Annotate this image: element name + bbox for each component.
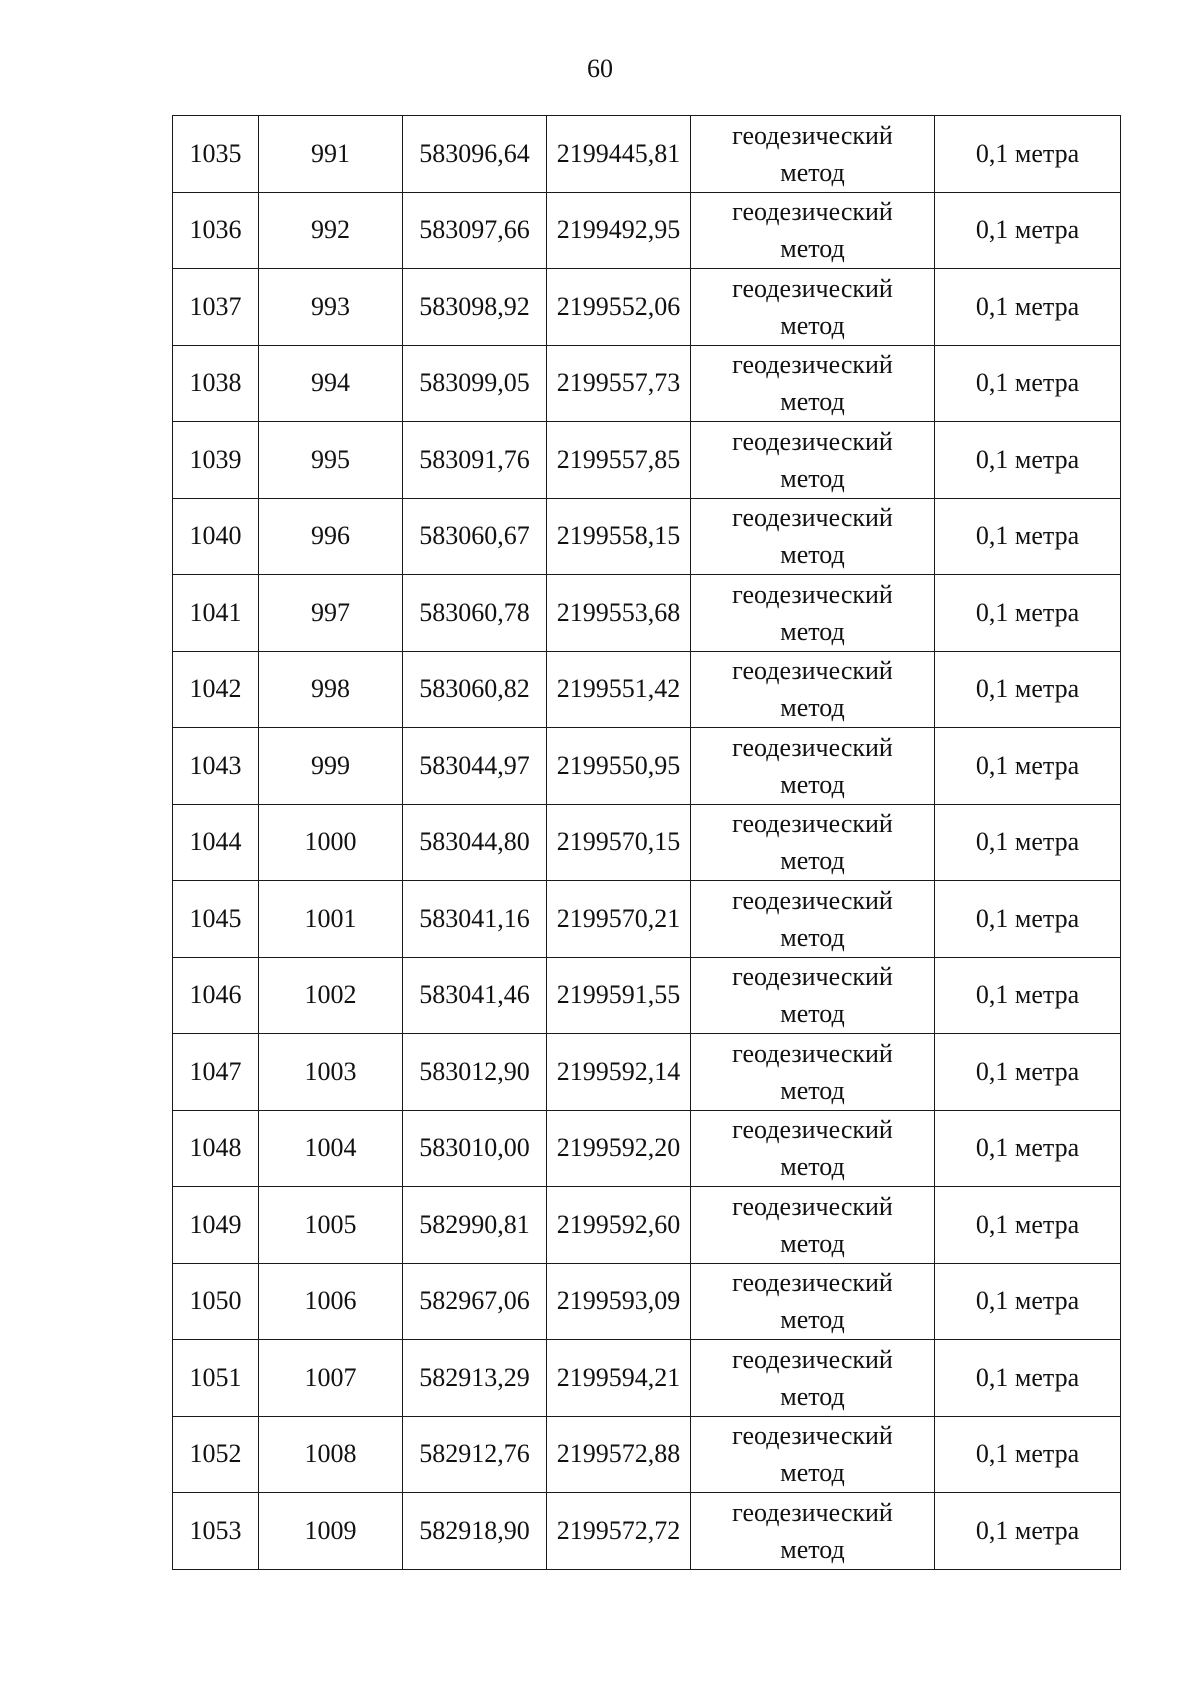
method-line: метод [780,769,845,799]
cell-accuracy: 0,1 метра [935,1034,1121,1111]
cell-row-number: 1039 [173,422,259,499]
cell-method [691,1110,935,1187]
method-line: метод [780,616,845,646]
method-line: геодезический [732,503,893,533]
cell-point-number: 999 [259,728,403,805]
cell-point-number: 1008 [259,1416,403,1493]
cell-row-number: 1044 [173,804,259,881]
method-line: метод [780,1152,845,1182]
method-line: геодезический [732,120,893,150]
cell-accuracy: 0,1 метра [935,422,1121,499]
method-line: геодезический [732,1191,893,1221]
table-row [173,1493,1121,1570]
cell-point-number: 1009 [259,1493,403,1570]
cell-row-number: 1036 [173,192,259,269]
cell-accuracy: 0,1 метра [935,804,1121,881]
cell-coordinate-y: 2199552,06 [547,269,691,346]
table-row [173,116,1121,193]
cell-point-number: 991 [259,116,403,193]
method-line: геодезический [732,885,893,915]
method-line: метод [780,846,845,876]
cell-coordinate-y: 2199557,73 [547,345,691,422]
cell-coordinate-x: 582918,90 [403,1493,547,1570]
cell-coordinate-y: 2199594,21 [547,1340,691,1417]
cell-coordinate-y: 2199593,09 [547,1263,691,1340]
method-line: метод [780,1305,845,1335]
cell-row-number: 1038 [173,345,259,422]
cell-coordinate-y: 2199550,95 [547,728,691,805]
cell-point-number: 1005 [259,1187,403,1264]
cell-coordinate-y: 2199592,20 [547,1110,691,1187]
cell-coordinate-y: 2199572,72 [547,1493,691,1570]
coordinates-table [172,115,1121,1570]
method-line: геодезический [732,962,893,992]
cell-method [691,345,935,422]
method-line: метод [780,1075,845,1105]
table-row [173,957,1121,1034]
cell-coordinate-y: 2199445,81 [547,116,691,193]
cell-accuracy: 0,1 метра [935,1493,1121,1570]
cell-point-number: 1003 [259,1034,403,1111]
method-line: метод [780,999,845,1029]
cell-point-number: 1002 [259,957,403,1034]
method-line: метод [780,387,845,417]
cell-coordinate-y: 2199492,95 [547,192,691,269]
table-row [173,804,1121,881]
cell-accuracy: 0,1 метра [935,1187,1121,1264]
cell-accuracy: 0,1 метра [935,498,1121,575]
cell-point-number: 1001 [259,881,403,958]
cell-method [691,1034,935,1111]
method-line: метод [780,157,845,187]
cell-coordinate-x: 583012,90 [403,1034,547,1111]
cell-accuracy: 0,1 метра [935,651,1121,728]
method-line: геодезический [732,1268,893,1298]
table-row [173,422,1121,499]
cell-coordinate-x: 582912,76 [403,1416,547,1493]
table-row [173,1416,1121,1493]
cell-method [691,1493,935,1570]
cell-coordinate-x: 583044,80 [403,804,547,881]
cell-row-number: 1048 [173,1110,259,1187]
cell-coordinate-y: 2199591,55 [547,957,691,1034]
cell-accuracy: 0,1 метра [935,345,1121,422]
cell-row-number: 1045 [173,881,259,958]
cell-coordinate-x: 583099,05 [403,345,547,422]
cell-method [691,804,935,881]
cell-method [691,1187,935,1264]
cell-point-number: 1006 [259,1263,403,1340]
cell-point-number: 993 [259,269,403,346]
table-row [173,1340,1121,1417]
method-line: метод [780,922,845,952]
cell-accuracy: 0,1 метра [935,1263,1121,1340]
cell-row-number: 1050 [173,1263,259,1340]
cell-accuracy: 0,1 метра [935,957,1121,1034]
cell-point-number: 1007 [259,1340,403,1417]
cell-method [691,192,935,269]
cell-point-number: 996 [259,498,403,575]
method-line: геодезический [732,1038,893,1068]
cell-coordinate-y: 2199570,21 [547,881,691,958]
method-line: метод [780,540,845,570]
table-row [173,1187,1121,1264]
method-line: геодезический [732,426,893,456]
table-row [173,1034,1121,1111]
cell-coordinate-x: 582990,81 [403,1187,547,1264]
method-line: геодезический [732,197,893,227]
cell-row-number: 1046 [173,957,259,1034]
table-row [173,881,1121,958]
method-line: геодезический [732,273,893,303]
cell-coordinate-x: 583060,82 [403,651,547,728]
method-line: геодезический [732,579,893,609]
cell-accuracy: 0,1 метра [935,575,1121,652]
cell-coordinate-y: 2199558,15 [547,498,691,575]
method-line: метод [780,1381,845,1411]
cell-method [691,1263,935,1340]
cell-point-number: 994 [259,345,403,422]
method-line: метод [780,693,845,723]
cell-accuracy: 0,1 метра [935,728,1121,805]
cell-row-number: 1052 [173,1416,259,1493]
method-line: геодезический [732,732,893,762]
table-row [173,728,1121,805]
table-body [173,116,1121,1570]
cell-coordinate-y: 2199592,60 [547,1187,691,1264]
cell-row-number: 1053 [173,1493,259,1570]
cell-coordinate-y: 2199592,14 [547,1034,691,1111]
cell-method [691,116,935,193]
table-row [173,269,1121,346]
table-row [173,1263,1121,1340]
cell-row-number: 1047 [173,1034,259,1111]
table-row [173,575,1121,652]
cell-point-number: 997 [259,575,403,652]
cell-coordinate-y: 2199570,15 [547,804,691,881]
cell-coordinate-x: 583097,66 [403,192,547,269]
method-line: геодезический [732,350,893,380]
cell-method [691,1416,935,1493]
method-line: геодезический [732,656,893,686]
cell-row-number: 1041 [173,575,259,652]
table-row [173,1110,1121,1187]
method-line: геодезический [732,1115,893,1145]
cell-accuracy: 0,1 метра [935,881,1121,958]
method-line: метод [780,1458,845,1488]
page-number: 60 [587,54,613,83]
cell-method [691,957,935,1034]
table-row [173,345,1121,422]
table-row [173,192,1121,269]
cell-coordinate-x: 583060,67 [403,498,547,575]
cell-accuracy: 0,1 метра [935,1340,1121,1417]
cell-accuracy: 0,1 метра [935,1416,1121,1493]
cell-row-number: 1043 [173,728,259,805]
method-line: геодезический [732,1344,893,1374]
cell-coordinate-x: 583044,97 [403,728,547,805]
method-line: метод [780,1228,845,1258]
cell-coordinate-y: 2199553,68 [547,575,691,652]
cell-coordinate-x: 583060,78 [403,575,547,652]
cell-row-number: 1042 [173,651,259,728]
cell-row-number: 1037 [173,269,259,346]
cell-method [691,498,935,575]
method-line: геодезический [732,1421,893,1451]
cell-method [691,881,935,958]
cell-coordinate-y: 2199557,85 [547,422,691,499]
cell-point-number: 992 [259,192,403,269]
cell-coordinate-x: 582967,06 [403,1263,547,1340]
cell-row-number: 1035 [173,116,259,193]
cell-accuracy: 0,1 метра [935,1110,1121,1187]
cell-coordinate-x: 583041,16 [403,881,547,958]
cell-method [691,575,935,652]
table-row [173,498,1121,575]
cell-accuracy: 0,1 метра [935,269,1121,346]
cell-coordinate-x: 583096,64 [403,116,547,193]
method-line: метод [780,234,845,264]
cell-coordinate-y: 2199572,88 [547,1416,691,1493]
cell-point-number: 998 [259,651,403,728]
cell-accuracy: 0,1 метра [935,192,1121,269]
cell-coordinate-x: 582913,29 [403,1340,547,1417]
cell-coordinate-x: 583098,92 [403,269,547,346]
cell-point-number: 1000 [259,804,403,881]
cell-row-number: 1049 [173,1187,259,1264]
table-row [173,651,1121,728]
method-line: метод [780,310,845,340]
method-line: геодезический [732,809,893,839]
cell-point-number: 995 [259,422,403,499]
cell-method [691,728,935,805]
cell-accuracy: 0,1 метра [935,116,1121,193]
cell-point-number: 1004 [259,1110,403,1187]
method-line: метод [780,463,845,493]
cell-coordinate-x: 583010,00 [403,1110,547,1187]
cell-method [691,269,935,346]
method-line: метод [780,1534,845,1564]
cell-method [691,651,935,728]
cell-method [691,422,935,499]
cell-coordinate-x: 583041,46 [403,957,547,1034]
cell-method [691,1340,935,1417]
cell-row-number: 1040 [173,498,259,575]
cell-coordinate-y: 2199551,42 [547,651,691,728]
method-line: геодезический [732,1497,893,1527]
cell-coordinate-x: 583091,76 [403,422,547,499]
cell-row-number: 1051 [173,1340,259,1417]
